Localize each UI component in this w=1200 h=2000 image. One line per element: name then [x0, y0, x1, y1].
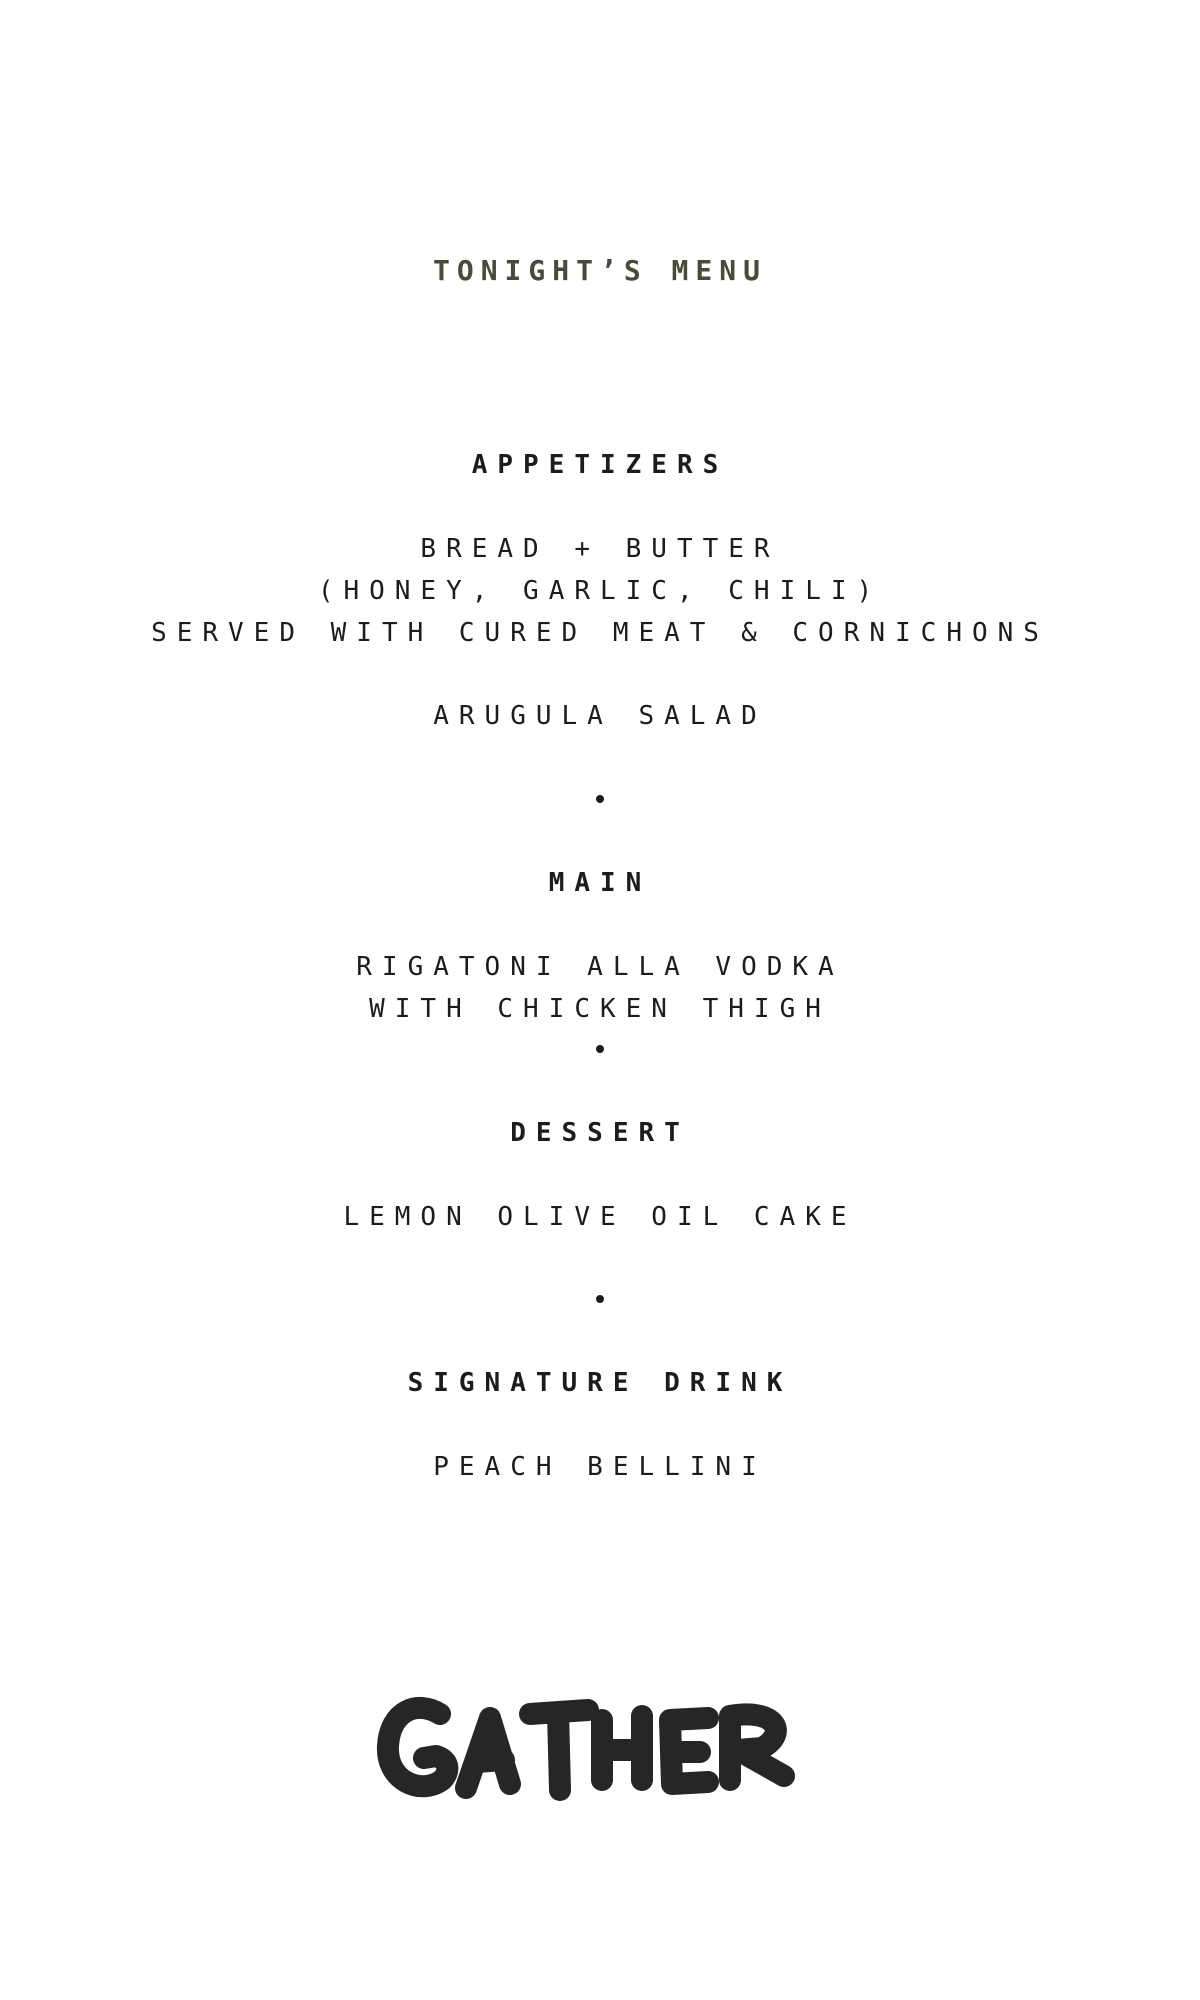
main-item-line: RIGATONI ALLA VODKA — [356, 952, 844, 982]
appetizers-heading: APPETIZERS — [471, 450, 729, 480]
dessert-heading: DESSERT — [510, 1118, 690, 1148]
main-heading: MAIN — [548, 868, 652, 898]
drink-item: PEACH BELLINI — [433, 1452, 767, 1482]
dessert-item: LEMON OLIVE OIL CAKE — [343, 1202, 857, 1232]
divider-dot — [596, 1045, 604, 1053]
divider-dot — [596, 1295, 604, 1303]
appetizer-item: ARUGULA SALAD — [433, 701, 767, 731]
menu-title: TONIGHT’S MENU — [432, 254, 767, 287]
appetizer-item-line: (HONEY, GARLIC, CHILI) — [317, 576, 883, 606]
appetizer-item-line: BREAD + BUTTER — [420, 534, 780, 564]
divider-dot — [596, 795, 604, 803]
main-item-line: WITH CHICKEN THIGH — [369, 994, 831, 1024]
drink-heading: SIGNATURE DRINK — [407, 1368, 793, 1398]
gather-logo — [370, 1680, 830, 1810]
appetizer-item-line: SERVED WITH CURED MEAT & CORNICHONS — [151, 618, 1049, 648]
